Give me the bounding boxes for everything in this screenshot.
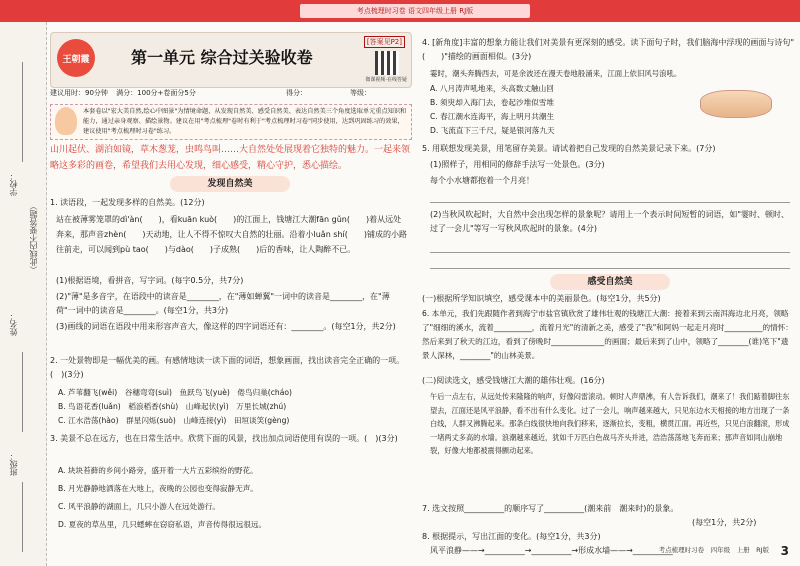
q8-chain: 风平浪静——→__________→__________→形成水墙——→__________ (430, 546, 673, 555)
school-label: 学校： (9, 172, 18, 196)
section-discover: 发现自然美 (170, 176, 290, 192)
answer-line[interactable] (430, 252, 790, 253)
qr-code-icon[interactable] (375, 51, 399, 75)
intro-box (50, 104, 412, 140)
content (50, 24, 795, 564)
q4-option[interactable]: D. 飞流直下三千尺，疑是银河落九天 (430, 126, 555, 135)
intro-text: 本套卷以"宏大美自然,绘心中图景"为情境命题，从发现自然美、感受自然美、表达自然美三个角度选取单元重点知识和能力，通过亲身观察、描绘景物。建议在用"考点梳理"卷时有利于"考点梳理时习卷"同步使用，达到巩固练习的效果，建议使用"考点梳理时习卷"练习。 (83, 108, 407, 135)
time-info: 建议用时：90分钟 (50, 89, 108, 97)
intro-quote: 山川起伏、湖泊如镜，草木葱茏，虫鸣鸟叫……大自然处处展现着它独特的魅力。一起来领略这多彩的画卷，希望我们去用心发现，细心感受，精心守护，悉心描绘。 (50, 145, 411, 171)
part-2-heading: (二)阅读选文，感受钱塘江大潮的雄伟壮观。(16分) (422, 376, 605, 385)
question-7: 7. 选文按照__________的顺序写了__________(潮来前 潮来时)的景象。 (422, 504, 679, 513)
q4-option[interactable]: C. 春江潮水连海平，海上明月共潮生 (430, 112, 555, 121)
binding-line (22, 352, 23, 432)
answer-badge: [答案见P2] (364, 36, 405, 48)
question-6: 6. 本单元，我们先跟随作者到海宁市盐官镇欣赏了雄伟壮观的钱塘江大潮：接着来到云南洱海边北月亮，领略了"细细的溪水，流着__________，流着月光"的清新之美，感受了"我"和阿妈一起走月亮时__________的情怀：然后来到了秋天的江边，看到了傍晚时______________的画面；最后来到了山中，领略了________(谁)笔下"遗景人深林，________"的山林美景。 (422, 309, 793, 360)
q3-option[interactable]: D. 夏夜的草丛里，几只蟋蟀在窃窃私语，声音传得很远很远。 (58, 520, 267, 529)
q4-passage: 霎时，潮头奔腾西去，可是余波还在漫天卷地般涌来，江面上依旧风号浪吼。 (430, 69, 682, 78)
q4-option[interactable]: A. 八月涛声吼地来，头高数丈触山回 (430, 84, 554, 93)
question-3: 3. 美景不总在远方，也在日常生活中。欣赏下面的风景，找出加点词语使用有误的一项。( )(3分) (50, 434, 398, 443)
question-8: 8. 根据提示，写出江面的变化。(每空1分，共3分) (422, 532, 601, 541)
part-1-heading: (一)根据所学知识填空，感受课本中的美丽景色。(每空1分，共5分) (422, 294, 661, 303)
name-label: 姓名： (9, 312, 18, 336)
question-5: 5. 用联想发现美景，用笔留存美景。请试着把自己发现的自然美景记录下来。(7分) (422, 144, 716, 153)
info-bar (50, 88, 410, 102)
page-number: 3 (780, 544, 789, 558)
q4-option[interactable]: B. 须臾却入海门去，卷起沙堆似雪堆 (430, 98, 554, 107)
q1-part2: (2)"薄"是多音字，在语段中的读音是________，在"薄如蝉翼"一词中的读音是________，在"薄荷"一词中的读音是________。(每空1分，共3分) (56, 292, 390, 315)
page-title: 第一单元 综合过关验收卷 (131, 48, 313, 67)
q1-passage: 站在被薄雾笼罩的dì'àn( )，看kuān kuò( )的江面上，钱塘江大潮fān gǔn( )着从远处奔来，那声音zhèn( )天动地，让人不得不惊叹大自然的壮丽。沿着小luǎn shí( )铺成的小路往前走，可以闻到pù tao( )与dào( )子成熟( )后的香味，让人陶醉不已。 (56, 215, 408, 254)
qr-caption: 微课视频·在线答疑 (365, 77, 407, 83)
score-info: 满分：100分+卷面分5分 (116, 89, 196, 97)
q7-score: (每空1分，共2分) (692, 518, 757, 527)
q5-part1: (1)照样子，用相同的修辞手法写一处景色。(3分) (430, 160, 605, 169)
right-column (422, 24, 795, 564)
q2-option[interactable]: A. 芦苇翻飞(wěi) 谷穗弯弯(suì) 鱼跃鸟飞(yuè) 倦鸟归巢(cháo) (58, 388, 293, 397)
section-feel: 感受自然美 (550, 274, 670, 290)
answer-line[interactable] (430, 268, 790, 269)
banner-text: 考点梳理时习卷 语文四年级上册 RJ版 (300, 4, 530, 18)
points-label: 得分： (286, 89, 307, 97)
binding-line (22, 62, 23, 162)
answer-line[interactable] (430, 202, 790, 203)
q1-part1: (1)根据语境，看拼音，写字词。(每字0.5分，共7分) (56, 276, 244, 285)
q3-option[interactable]: A. 块块苔藓的乡间小路旁，盛开着一大片五彩缤纷的野花。 (58, 466, 258, 475)
title-box (50, 32, 412, 88)
question-2: 2. 一处景物即是一幅优美的画。有感情地读一读下面的词语，想象画面，找出读音完全正确的一项。( )(3分) (50, 356, 405, 379)
binding-margin (0, 22, 47, 566)
reading-passage: 午后一点左右，从远处传来隆隆的响声，好像闷雷滚动。顿时人声鼎沸，有人告诉我们，潮来了！我们踮着脚往东望去，江面还是风平浪静，看不出有什么变化。过了一会儿，响声越来越大，只见东边水天相接的地方出现了一条白线，人群又沸腾起来。那条白线很快地向我们移来，逐渐拉长，变粗，横贯江面。再近些，只见白浪翻滚，形成一堵两丈多高的水墙。浪潮越来越近，犹如千万匹白色战马齐头并进，浩浩荡荡地飞奔而来；那声音如同山崩地裂，好像大地都被震得颤动起来。 (430, 392, 790, 455)
q3-option[interactable]: B. 月光静静地洒落在大地上，夜晚的公园也变得寂静无声。 (58, 484, 258, 493)
grade-label: 等级： (350, 89, 371, 97)
q5-part2: (2)当秋风吹起时，大自然中会出现怎样的景象呢？请用上一个表示时间短暂的词语，如"霎时、顿时、过了一会儿"等写一写秋风吹起时的景象。(4分) (430, 210, 790, 233)
question-1: 1. 读语段，一起发现多样的自然美。(12分) (50, 198, 205, 207)
top-banner (0, 0, 800, 22)
cartoon-kid-icon (55, 107, 77, 135)
wave-illustration (700, 90, 772, 118)
class-label: 班级： (9, 452, 18, 476)
binding-line (22, 482, 23, 552)
logo: 王朝霞 (57, 39, 95, 77)
q2-option[interactable]: B. 鸟语花香(luǎn) 稻浪稻香(shù) 山峰起伏(yì) 万里长城(zhú) (58, 402, 287, 411)
left-column (50, 24, 410, 564)
q1-part3: (3)画线的词语在语段中用来形容声音大，像这样的四字词语还有：________。(每空1分，共2分) (56, 322, 396, 331)
footer-text: 考点梳理时习卷 四年级 上册 RJ版 (658, 546, 769, 554)
q2-option[interactable]: C. 江水浩荡(hào) 群星闪烁(suò) 山峰连接(yì) 田垣谈笑(gèng) (58, 416, 290, 425)
q3-option[interactable]: C. 风平浪静的湖面上，几只小游人在远处游行。 (58, 502, 221, 511)
q5-example: 每个小水塘都抱着一个月亮！ (430, 176, 534, 185)
question-4: 4. [新角度]丰富的想象力能让我们对美景有更深刻的感受。读下面句子时，我们脑海中浮现的画面与诗句"( )"描绘的画面相似。(3分) (422, 38, 795, 61)
binding-note: （此线内不要答题） (29, 202, 38, 274)
